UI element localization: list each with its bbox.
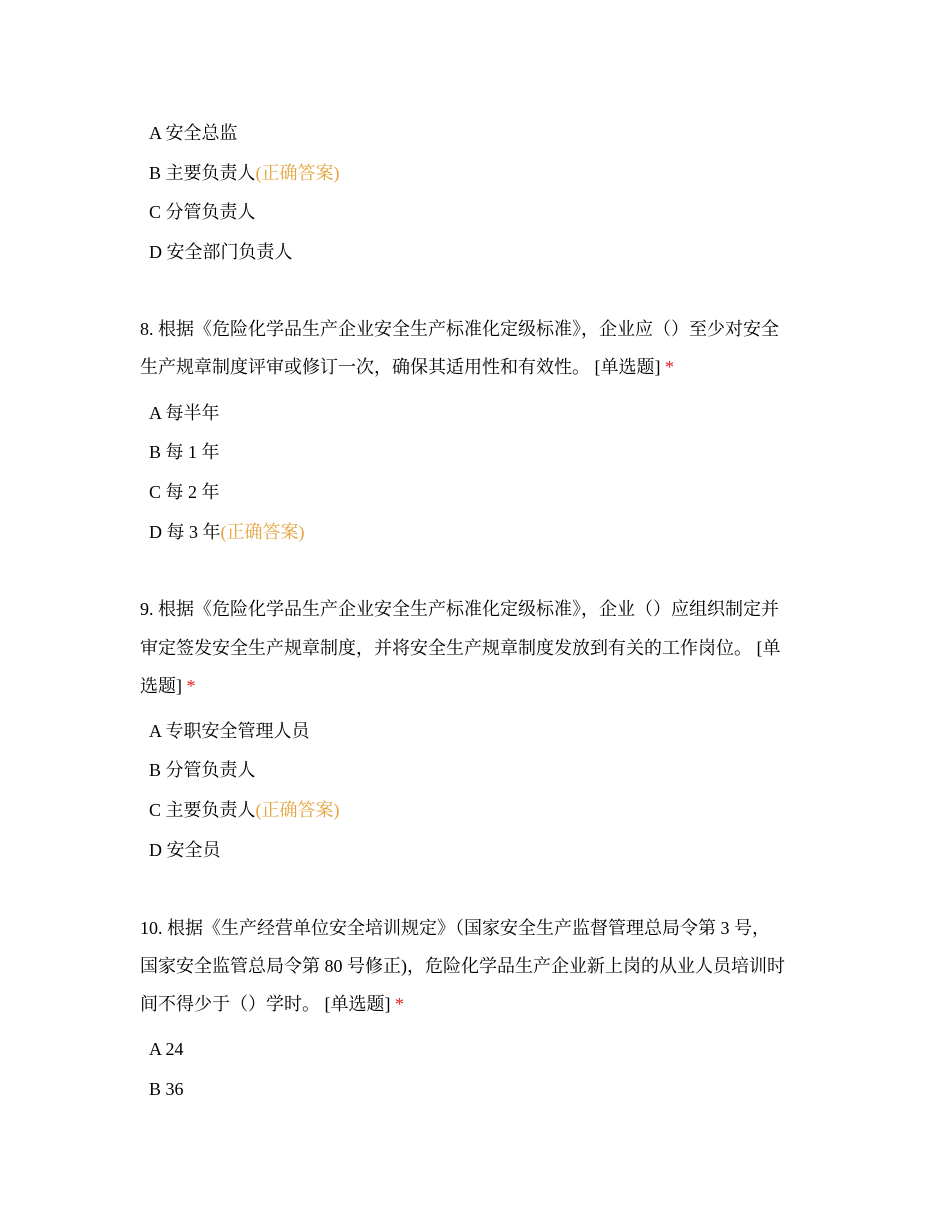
option-label: C 分管负责人 [149,202,256,222]
q9-option-c [149,798,340,822]
option-label: D 安全部门负责人 [149,242,293,262]
option-label: D 每 3 年 [149,522,221,542]
option-label: B 每 1 年 [149,442,220,462]
q9-option-a [149,719,310,743]
q8-option-a [149,401,220,425]
q8-question-line-1: 8. 根据《危险化学品生产企业安全生产标准化定级标准》，企业应（）至少对安全 [140,319,779,339]
q9-question-line-3 [140,674,196,698]
q7-option-b [149,161,340,185]
option-label: A 每半年 [149,403,220,423]
question-text: 生产规章制度评审或修订一次，确保其适用性和有效性。 [单选题] [140,357,661,377]
required-star: * [395,994,404,1014]
q8-question-line-2 [140,355,674,379]
q10-option-b [149,1077,184,1101]
correct-answer-marker: (正确答案) [255,163,340,183]
correct-answer-marker: (正确答案) [255,800,340,820]
q8-option-c [149,480,220,504]
option-label: B 36 [149,1079,184,1099]
q9-question-line-1: 9. 根据《危险化学品生产企业安全生产标准化定级标准》，企业（）应组织制定并 [140,599,779,619]
option-label: D 安全员 [149,840,221,860]
option-label: C 主要负责人 [149,800,256,820]
q9-option-b [149,758,256,782]
option-label: A 24 [149,1039,184,1059]
correct-answer-marker: (正确答案) [220,522,305,542]
question-text: 选题] [140,676,182,696]
q7-option-a [149,121,238,145]
option-label: A 安全总监 [149,123,238,143]
option-label: B 主要负责人 [149,163,256,183]
q7-option-d [149,240,293,264]
q8-option-d [149,520,305,544]
required-star: * [186,676,196,696]
option-label: C 每 2 年 [149,482,220,502]
q10-question-line-1: 10. 根据《生产经营单位安全培训规定》（国家安全生产监督管理总局令第 3 号， [140,918,770,938]
required-star: * [665,357,674,377]
q7-option-c [149,200,256,224]
option-label: B 分管负责人 [149,760,256,780]
q10-question-line-2: 国家安全监管总局令第 80 号修正)，危险化学品生产企业新上岗的从业人员培训时 [140,956,785,976]
question-text: 间不得少于（）学时。 [单选题] [140,994,391,1014]
q10-option-a [149,1037,184,1061]
q9-question-line-2: 审定签发安全生产规章制度，并将安全生产规章制度发放到有关的工作岗位。 [单 [140,638,781,658]
q8-option-b [149,440,220,464]
q9-option-d [149,838,221,862]
option-label: A 专职安全管理人员 [149,721,310,741]
q10-question-line-3 [140,992,404,1016]
